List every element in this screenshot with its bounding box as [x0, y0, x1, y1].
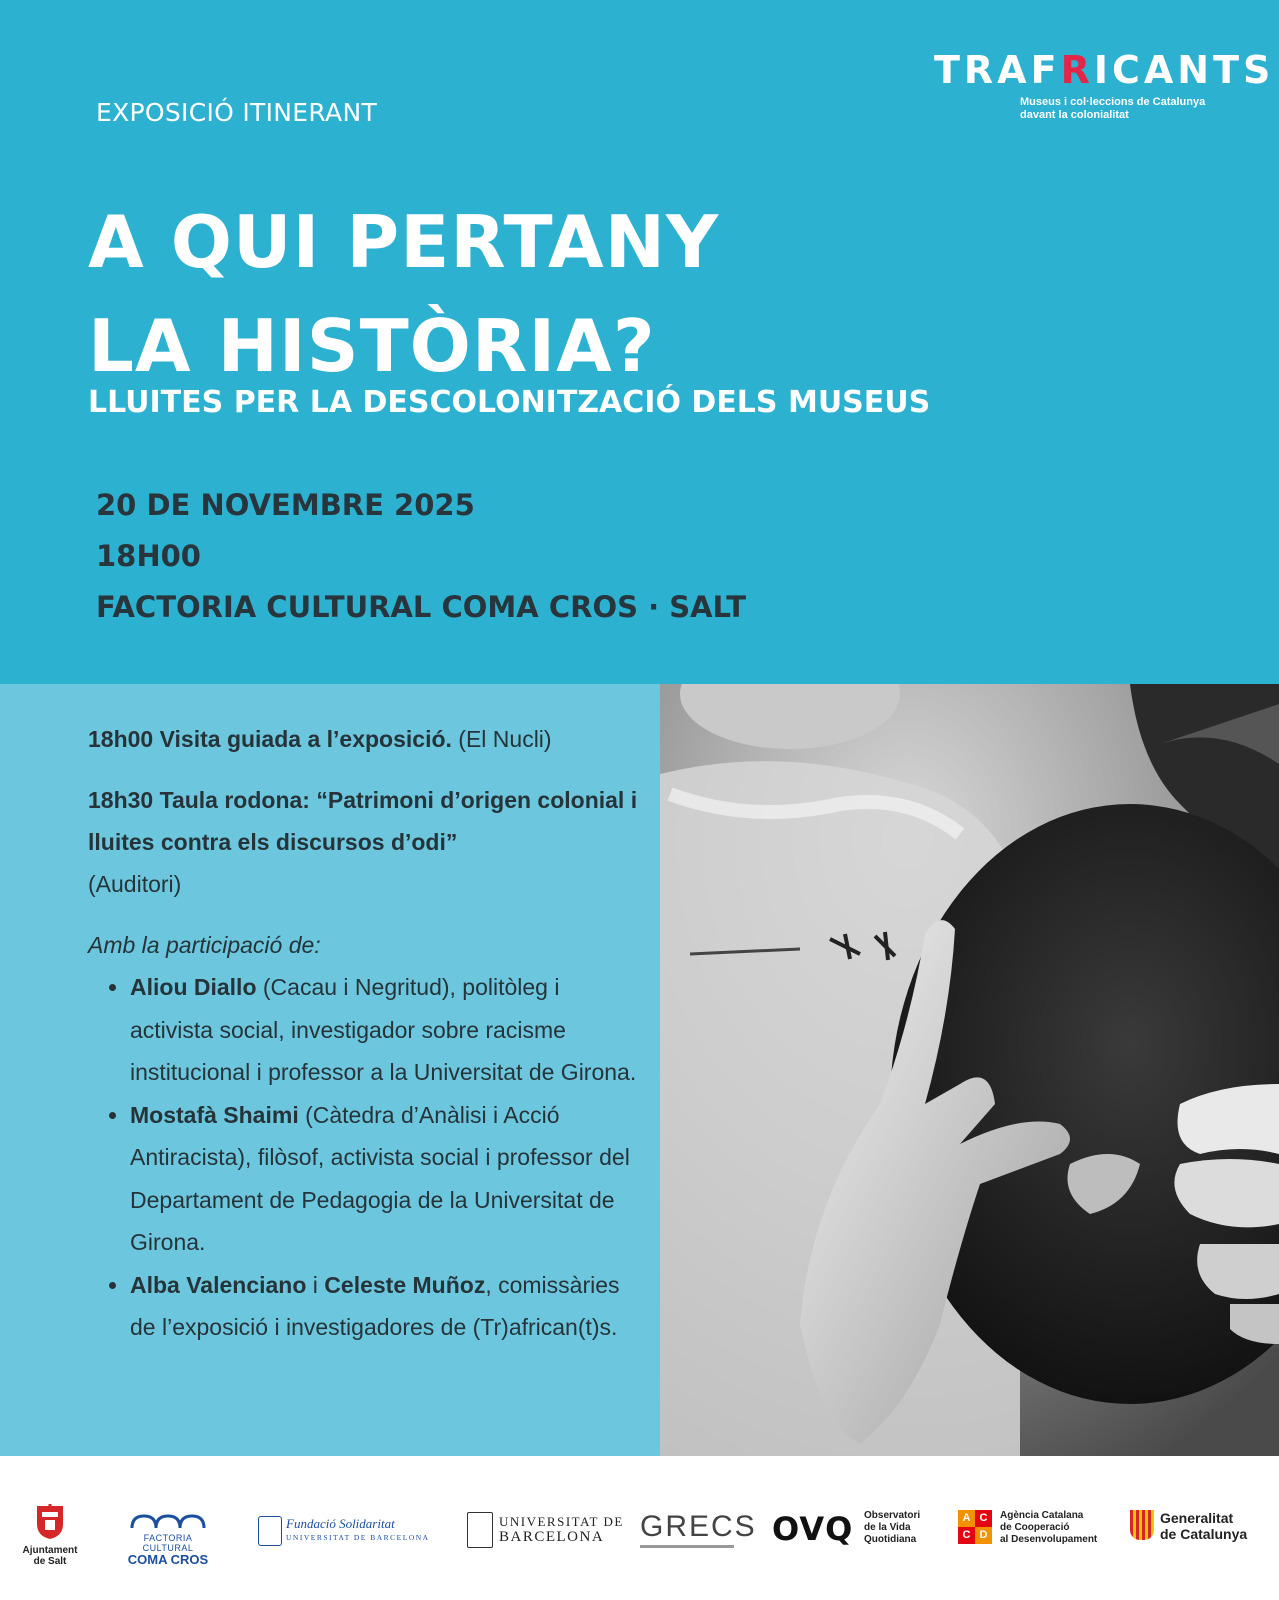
ub-seal-icon [258, 1516, 282, 1546]
program-item-visit: 18h00 Visita guiada a l’exposició. (El Nucli) [88, 726, 552, 752]
page-subtitle: LLUITES PER LA DESCOLONITZACIÓ DELS MUSEUS [88, 385, 931, 420]
page-title [88, 190, 719, 398]
exhibition-photo [660, 684, 1279, 1456]
event-date: 20 DE NOVEMBRE 2025 [96, 488, 475, 522]
header-band [0, 0, 1279, 684]
logo-wordmark: TRAFRICANTS [934, 48, 1275, 92]
participant-item: • Alba Valenciano i Celeste Muñoz, comissàries de l’exposició i investigadores de (Tr)african(t)s. [130, 1264, 648, 1349]
senyera-shield-icon [1130, 1510, 1154, 1540]
grecs-logo: GRECS [640, 1510, 740, 1548]
exhibition-label: EXPOSICIÓ ITINERANT [96, 98, 378, 127]
coma-cros-arches-icon [128, 1512, 208, 1528]
sponsors-footer: Ajuntament de Salt FACTORIA CULTURAL COMA CROS Fundació Solidaritat UNIVERSITAT DE BARCELONA UNIVERSITAT DE BARCELONA GRECS OVQ Observatori de la Vida Quotidiana A C C D Agència Catalana de Cooperació al Desenvolupament Generalitat de Catalunya [0, 1456, 1279, 1600]
participants-intro: Amb la participació de: [88, 932, 321, 958]
salt-shield-icon [35, 1504, 65, 1540]
event-time: 18H00 [96, 539, 201, 573]
trafricants-logo [934, 48, 1275, 122]
program-item-roundtable: 18h30 Taula rodona: “Patrimoni d’origen colonial i lluites contra els discursos d’odi” (Auditori) [88, 787, 638, 897]
event-info [96, 480, 746, 633]
coma-cros-logo: FACTORIA CULTURAL COMA CROS [122, 1512, 214, 1567]
participant-item: • Aliou Diallo (Cacau i Negritud), politòleg i activista social, investigador sobre racisme institucional i professor a la Universitat de Girona. [130, 966, 648, 1094]
participants-list [88, 966, 648, 1349]
participant-item: • Mostafà Shaimi (Càtedra d’Anàlisi i Acció Antiracista), filòsof, activista social i professor del Departament de Pedagogia de la Universitat de Girona. [130, 1094, 648, 1264]
title-line-1: A QUI PERTANY [88, 200, 720, 284]
title-line-2: LA HISTÒRIA? [88, 304, 656, 388]
photo-illustration [660, 684, 1279, 1456]
accd-square-icon: A C C D [958, 1510, 992, 1544]
program-text [88, 718, 648, 1349]
event-venue: FACTORIA CULTURAL COMA CROS · SALT [96, 590, 746, 624]
ajuntament-salt-logo: Ajuntament de Salt [20, 1504, 80, 1567]
logo-tagline: Museus i col·leccions de Catalunya davant la colonialitat [1020, 96, 1206, 121]
grecs-underline [640, 1545, 734, 1548]
ub-crest-icon [467, 1512, 493, 1548]
